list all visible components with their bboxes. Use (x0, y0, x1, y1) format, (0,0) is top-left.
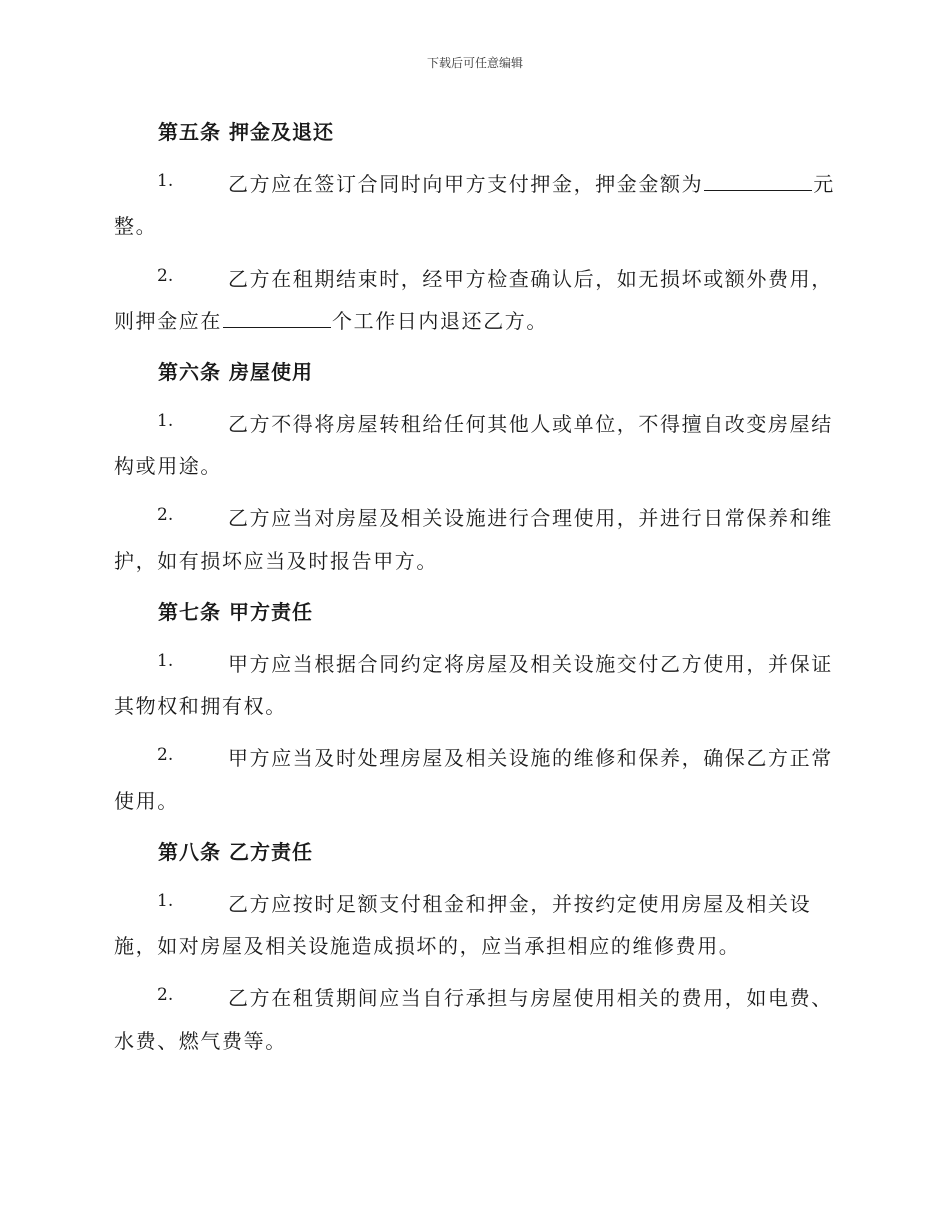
paragraph-line: 使用。 (114, 789, 179, 813)
section-heading: 第八条 乙方责任 (158, 840, 313, 864)
item-number: 1. (157, 411, 174, 431)
paragraph-text: 则押金应在 (114, 309, 222, 333)
item-number: 2. (157, 266, 174, 286)
item-number: 2. (157, 985, 174, 1005)
item-number: 1. (157, 891, 174, 911)
paragraph-line: 其物权和拥有权。 (114, 694, 287, 718)
paragraph-line: 乙方应按时足额支付租金和押金，并按约定使用房屋及相关设 (228, 892, 812, 916)
paragraph-line (228, 168, 835, 197)
paragraph-line: 乙方应当对房屋及相关设施进行合理使用，并进行日常保养和维 (228, 506, 833, 530)
paragraph-line: 乙方不得将房屋转租给任何其他人或单位，不得擅自改变房屋结 (228, 412, 833, 436)
paragraph-line: 甲方应当根据合同约定将房屋及相关设施交付乙方使用，并保证 (228, 652, 833, 676)
item-number: 1. (157, 171, 174, 191)
paragraph-line: 乙方在租赁期间应当自行承担与房屋使用相关的费用，如电费、 (228, 986, 833, 1010)
paragraph-line: 构或用途。 (114, 454, 222, 478)
item-number: 2. (157, 745, 174, 765)
fill-in-blank (704, 172, 812, 191)
paragraph-line: 甲方应当及时处理房屋及相关设施的维修和保养，确保乙方正常 (228, 746, 833, 770)
paragraph-line: 护，如有损坏应当及时报告甲方。 (114, 549, 438, 573)
item-number: 2. (157, 505, 174, 525)
section-heading: 第六条 房屋使用 (158, 360, 313, 384)
paragraph-text: 乙方应在签订合同时向甲方支付押金，押金金额为 (228, 172, 704, 196)
fill-in-blank (223, 309, 331, 328)
page-header: 下载后可任意编辑 (426, 56, 523, 70)
paragraph-line (114, 305, 548, 334)
paragraph-line: 乙方在租期结束时，经甲方检查确认后，如无损坏或额外费用， (228, 267, 833, 291)
paragraph-text: 个工作日内退还乙方。 (332, 309, 548, 333)
paragraph-line: 水费、燃气费等。 (114, 1029, 287, 1053)
paragraph-line: 施，如对房屋及相关设施造成损坏的，应当承担相应的维修费用。 (114, 934, 741, 958)
item-number: 1. (157, 651, 174, 671)
paragraph-line: 整。 (114, 214, 158, 238)
paragraph-text: 元 (813, 172, 835, 196)
section-heading: 第五条 押金及退还 (158, 120, 334, 144)
section-heading: 第七条 甲方责任 (158, 600, 313, 624)
